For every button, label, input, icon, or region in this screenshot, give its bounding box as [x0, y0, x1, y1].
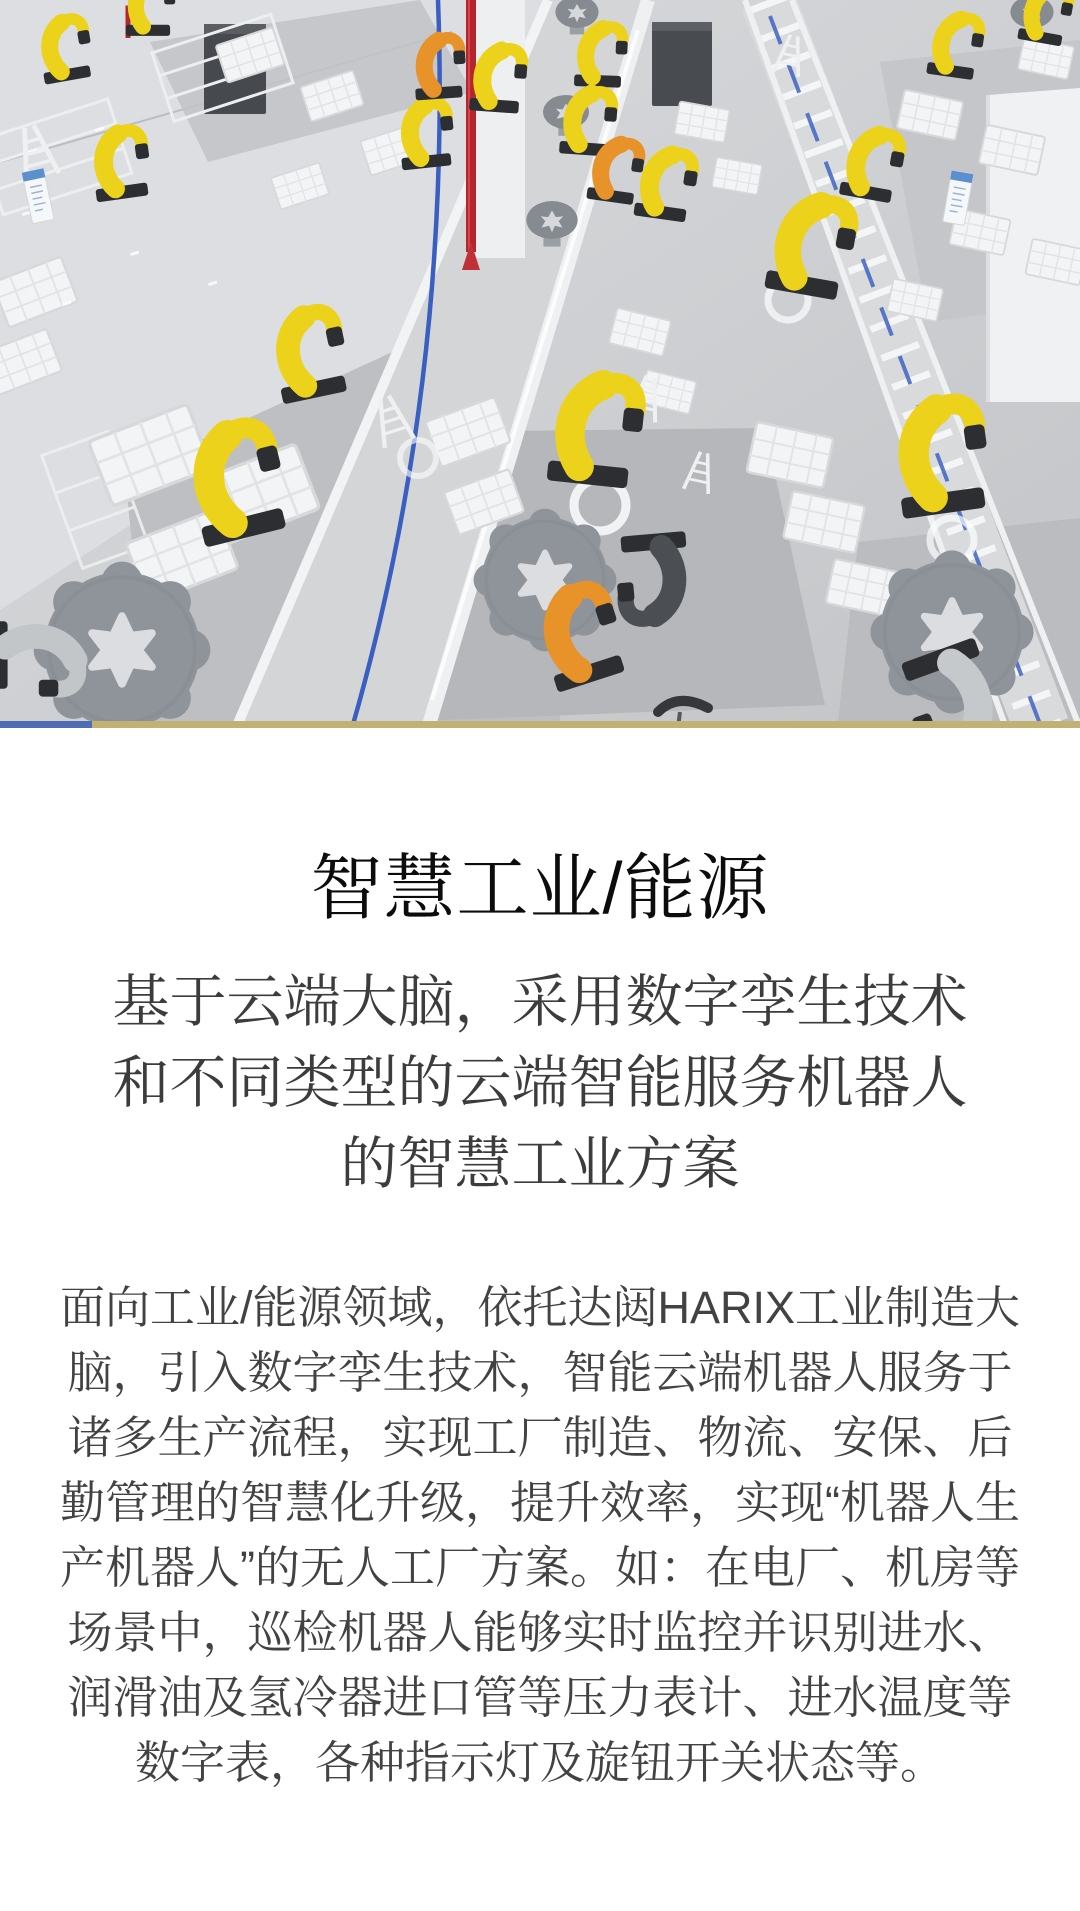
solution-subtitle: 基于云端大脑，采用数字孪生技术和不同类型的云端智能服务机器人的智慧工业方案 — [112, 970, 968, 1196]
factory-video-frame — [0, 0, 1080, 728]
frame-edge-blue — [0, 721, 92, 728]
pillar — [468, 0, 525, 258]
page-title: 智慧工业/能源 — [310, 849, 770, 929]
factory-scene-illustration — [0, 0, 1080, 728]
solution-description: 面向工业/能源领域，依托达闼HARIX工业制造大脑，引入数字孪生技术，智能云端机器人服务于诸多生产流程，实现工厂制造、物流、安保、后勤管理的智慧化升级，提升效率，实现“机器人生产机器人”的无人工厂方案。如：在电厂、机房等场景中，巡检机器人能够实时监控并识别进水、润滑油及氢冷器进口管等压力表计、进水温度等数字表，各种指示灯及旋钮开关状态等。 — [59, 1282, 1021, 1788]
frame-edge-tan — [92, 721, 1080, 728]
solution-section — [0, 844, 1080, 1795]
